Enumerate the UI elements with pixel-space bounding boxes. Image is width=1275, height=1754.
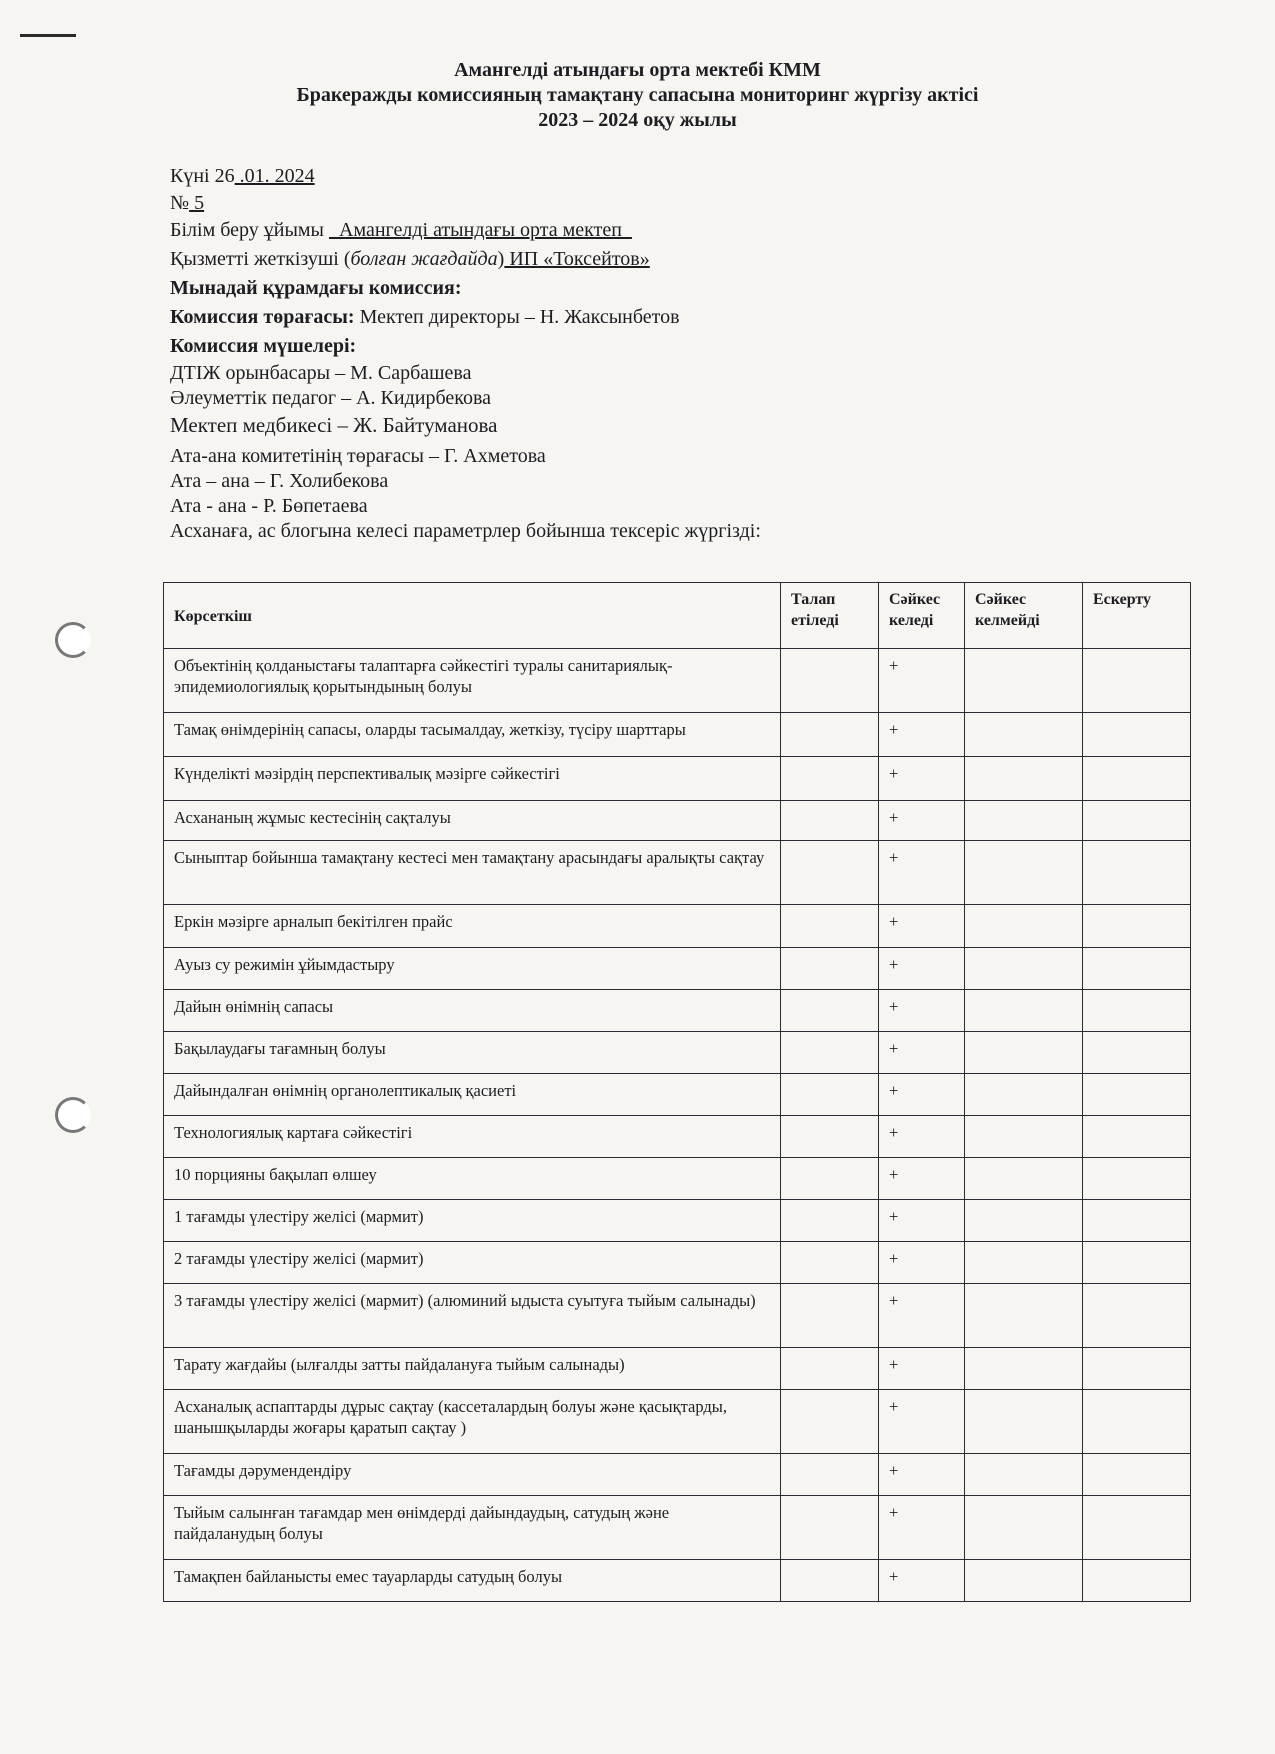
required-cell [781,948,879,990]
col-header-not-complies: Сәйкес келмейді [965,583,1083,649]
not-complies-cell [965,1074,1083,1116]
school-name: Амангелді атындағы орта мектебі КММ [454,59,821,81]
number-label: № [170,192,190,214]
not-complies-cell [965,757,1083,801]
required-cell [781,1496,879,1560]
table-row [164,1032,1191,1074]
member-item: Ата-ана комитетінің төрағасы – Г. Ахметова [170,445,546,467]
complies-cell: + [879,1454,965,1496]
col-header-required: Талап етіледі [781,583,879,649]
supplier-value: ИП «Токсейтов» [504,248,650,270]
table-row [164,1284,1191,1348]
required-cell [781,1074,879,1116]
required-cell [781,1284,879,1348]
col-header-note: Ескерту [1083,583,1191,649]
indicator-cell: 2 тағамды үлестіру желісі (мармит) [164,1242,781,1284]
complies-cell: + [879,905,965,948]
table-row [164,1348,1191,1390]
table-row [164,1454,1191,1496]
indicator-cell: Тамақ өнімдерінің сапасы, оларды тасымалдау, жеткізу, түсіру шарттары [164,713,781,757]
table-row [164,1200,1191,1242]
supplier-label: Қызметті жеткізуші ( [170,248,351,270]
org-label: Білім беру ұйымы [170,219,329,241]
table-row [164,990,1191,1032]
scan-mark [20,34,76,37]
note-cell [1083,713,1191,757]
indicator-cell: Тамақпен байланысты емес тауарларды сатудың болуы [164,1560,781,1602]
number-line [170,191,1190,216]
note-cell [1083,757,1191,801]
required-cell [781,1116,879,1158]
inspection-table [163,582,1191,1602]
note-cell [1083,1200,1191,1242]
note-cell [1083,1074,1191,1116]
chair-line [170,303,1190,332]
note-cell [1083,1454,1191,1496]
indicator-cell: Дайын өнімнің сапасы [164,990,781,1032]
date-label: Күні 26 [170,165,235,187]
complies-cell: + [879,948,965,990]
table-header-row [164,583,1191,649]
complies-cell: + [879,801,965,841]
col-header-indicator: Көрсеткіш [164,583,781,649]
table-row [164,1116,1191,1158]
indicator-cell: Тыйым салынған тағамдар мен өнімдерді дайындаудың, сатудың және пайдаланудың болуы [164,1496,781,1560]
act-info [170,162,1190,544]
indicator-cell: Бақылаудағы тағамның болуы [164,1032,781,1074]
table-row [164,1074,1191,1116]
table-row [164,948,1191,990]
required-cell [781,1242,879,1284]
supplier-line [170,245,1190,274]
not-complies-cell [965,1284,1083,1348]
required-cell [781,1560,879,1602]
table-row [164,1158,1191,1200]
indicator-cell: Асханалық аспаптарды дұрыс сақтау (кассеталардың болуы және қасықтарды, шанышқыларды жоғары қаратып сақтау ) [164,1390,781,1454]
not-complies-cell [965,1454,1083,1496]
note-cell [1083,1560,1191,1602]
note-cell [1083,841,1191,905]
not-complies-cell [965,948,1083,990]
not-complies-cell [965,713,1083,757]
required-cell [781,1200,879,1242]
not-complies-cell [965,1496,1083,1560]
complies-cell: + [879,1390,965,1454]
complies-cell: + [879,990,965,1032]
required-cell [781,801,879,841]
not-complies-cell [965,841,1083,905]
complies-cell: + [879,841,965,905]
not-complies-cell [965,1116,1083,1158]
members-heading: Комиссия мүшелері: [170,335,357,357]
chair-value: Мектеп директоры – Н. Жаксынбетов [354,306,680,328]
note-cell [1083,948,1191,990]
note-cell [1083,1496,1191,1560]
note-cell [1083,1348,1191,1390]
indicator-cell: Тағамды дәрумендендіру [164,1454,781,1496]
not-complies-cell [965,1390,1083,1454]
indicator-cell: Күнделікті мәзірдің перспективалық мәзірге сәйкестігі [164,757,781,801]
act-title: Бракеражды комиссияның тамақтану сапасына мониторинг жүргізу актісі [296,84,979,106]
complies-cell: + [879,1200,965,1242]
required-cell [781,841,879,905]
indicator-cell: 3 тағамды үлестіру желісі (мармит) (алюминий ыдыста суытуға тыйым салынады) [164,1284,781,1348]
not-complies-cell [965,1200,1083,1242]
note-cell [1083,1116,1191,1158]
inspection-intro: Асханаға, ас блогына келесі параметрлер бойынша тексеріс жүргізді: [170,520,761,542]
table-row [164,841,1191,905]
indicator-cell: Сыныптар бойынша тамақтану кестесі мен тамақтану арасындағы аралықты сақтау [164,841,781,905]
table-row [164,1390,1191,1454]
required-cell [781,1158,879,1200]
note-cell [1083,649,1191,713]
supplier-note: болған жағдайда [350,248,498,270]
complies-cell: + [879,1496,965,1560]
required-cell [781,1454,879,1496]
required-cell [781,990,879,1032]
not-complies-cell [965,1158,1083,1200]
member-item: ДТІЖ орынбасары – М. Сарбашева [170,362,472,384]
not-complies-cell [965,801,1083,841]
required-cell [781,905,879,948]
table-row [164,713,1191,757]
punch-hole [55,622,91,658]
complies-cell: + [879,713,965,757]
indicator-cell: Технологиялық картаға сәйкестігі [164,1116,781,1158]
note-cell [1083,801,1191,841]
complies-cell: + [879,1074,965,1116]
complies-cell: + [879,649,965,713]
note-cell [1083,1032,1191,1074]
supplier-close: ) [497,248,505,270]
commission-heading: Мынадай құрамдағы комиссия: [170,277,462,299]
date-line [170,162,1190,191]
org-line [170,216,1190,245]
not-complies-cell [965,1560,1083,1602]
table-row [164,1496,1191,1560]
complies-cell: + [879,757,965,801]
complies-cell: + [879,1242,965,1284]
member-item: Ата - ана - Р. Бөпетаева [170,495,368,517]
complies-cell: + [879,1116,965,1158]
required-cell [781,713,879,757]
indicator-cell: Еркін мәзірге арналып бекітілген прайс [164,905,781,948]
required-cell [781,1390,879,1454]
indicator-cell: Объектінің қолданыстағы талаптарға сәйкестігі туралы санитариялық-эпидемиологиялық қорытындының болуы [164,649,781,713]
required-cell [781,649,879,713]
table-row [164,905,1191,948]
indicator-cell: Тарату жағдайы (ылғалды затты пайдалануға тыйым салынады) [164,1348,781,1390]
table-row [164,1242,1191,1284]
complies-cell: + [879,1348,965,1390]
academic-year: 2023 – 2024 оқу жылы [538,109,737,131]
required-cell [781,1348,879,1390]
indicator-cell: Дайындалған өнімнің органолептикалық қасиеті [164,1074,781,1116]
note-cell [1083,1242,1191,1284]
note-cell [1083,1158,1191,1200]
table-row [164,1560,1191,1602]
punch-hole [55,1097,91,1133]
complies-cell: + [879,1158,965,1200]
note-cell [1083,1390,1191,1454]
date-value: .01. 2024 [234,165,315,187]
required-cell [781,1032,879,1074]
not-complies-cell [965,990,1083,1032]
table-row [164,649,1191,713]
indicator-cell: Асхананың жұмыс кестесінің сақталуы [164,801,781,841]
member-item: Әлеуметтік педагог – А. Кидирбекова [170,387,492,409]
not-complies-cell [965,905,1083,948]
org-value: Амангелді атындағы орта мектеп [329,219,632,241]
required-cell [781,757,879,801]
not-complies-cell [965,1242,1083,1284]
note-cell [1083,1284,1191,1348]
note-cell [1083,990,1191,1032]
number-value: 5 [189,192,205,214]
complies-cell: + [879,1284,965,1348]
not-complies-cell [965,1032,1083,1074]
member-item: Ата – ана – Г. Холибекова [170,470,389,492]
note-cell [1083,905,1191,948]
indicator-cell: 10 порцияны бақылап өлшеу [164,1158,781,1200]
col-header-complies: Сәйкес келеді [879,583,965,649]
indicator-cell: Ауыз су режимін ұйымдастыру [164,948,781,990]
complies-cell: + [879,1560,965,1602]
chair-label: Комиссия төрағасы: [170,306,355,328]
member-item: Мектеп медбикесі – Ж. Байтуманова [170,413,498,437]
complies-cell: + [879,1032,965,1074]
table-row [164,801,1191,841]
document-header [0,58,1275,133]
not-complies-cell [965,1348,1083,1390]
table-row [164,757,1191,801]
indicator-cell: 1 тағамды үлестіру желісі (мармит) [164,1200,781,1242]
not-complies-cell [965,649,1083,713]
